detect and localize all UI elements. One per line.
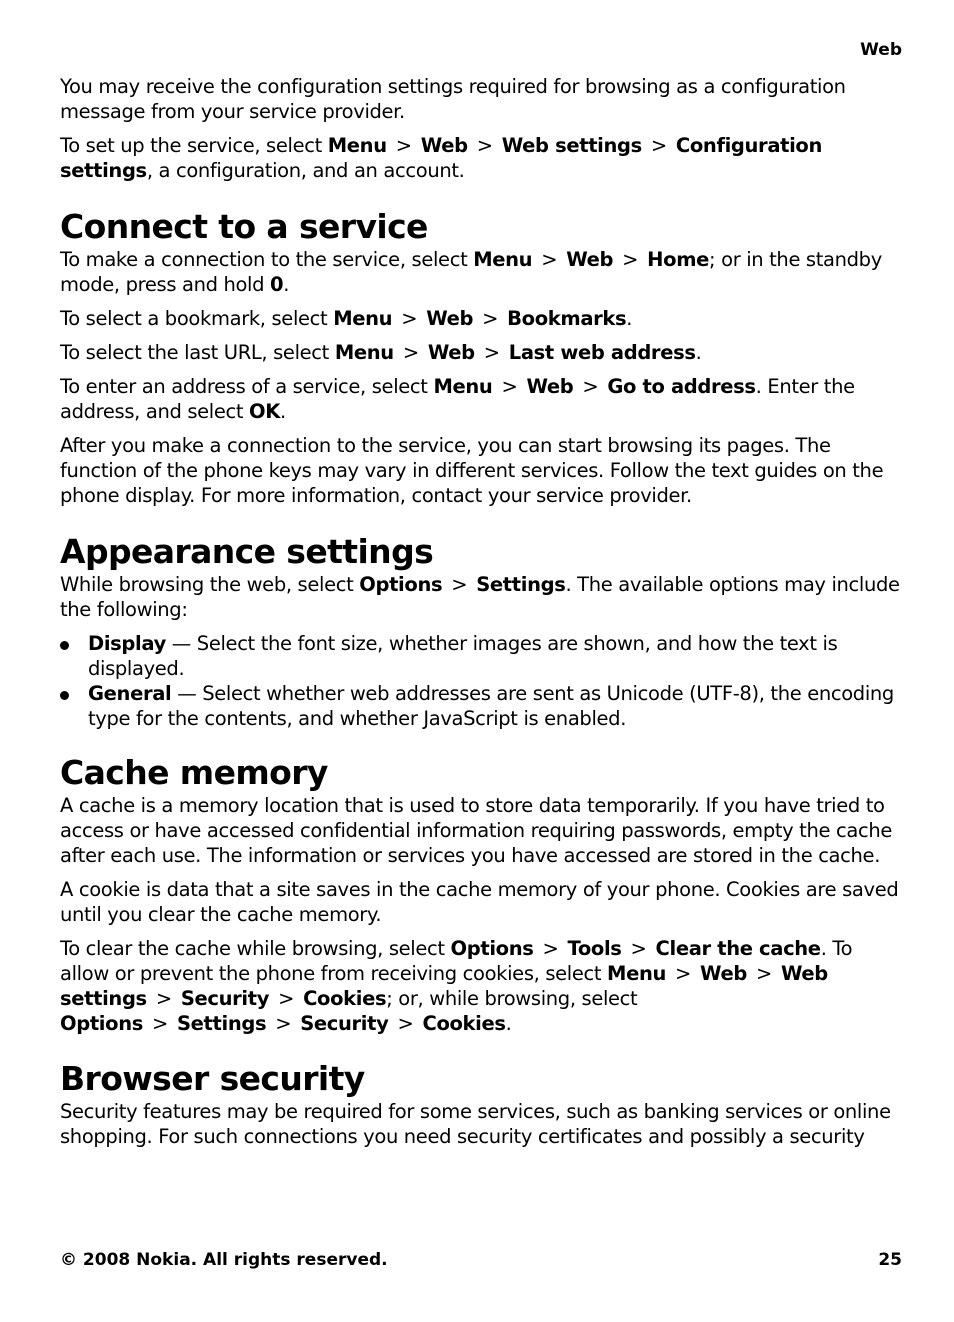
intro-paragraph-2: To set up the service, select Menu > Web > Web settings > Configuration settings, a configuration, and an account. [60,134,823,182]
heading-appearance-settings: Appearance settings [60,532,434,571]
menu-term: Menu [327,134,387,157]
page-content [60,74,905,1158]
connect-paragraph-1: To make a connection to the service, select Menu > Web > Home; or in the standby mode, press and hold 0. [60,248,882,296]
running-header: Web [860,40,902,60]
copyright-footer: © 2008 Nokia. All rights reserved. [60,1250,388,1270]
list-item: Display — Select the font size, whether images are shown, and how the text is displayed. [60,631,905,681]
list-item: General — Select whether web addresses are sent as Unicode (UTF-8), the encoding type for the contents, and whether JavaScript is enabled. [60,681,905,731]
appearance-paragraph-1: While browsing the web, select Options > Settings. The available options may include the following: [60,573,900,621]
appearance-options-list [60,631,905,731]
heading-cache-memory: Cache memory [60,753,328,792]
web-term: Web [420,134,468,157]
heading-browser-security: Browser security [60,1059,365,1098]
cache-paragraph-3: To clear the cache while browsing, select Options > Tools > Clear the cache. To allow or prevent the phone from receiving cookies, select Menu > Web > Web settings > Security > Cookies; or, while browsing, select Options > Settings > Security > Cookies. [60,937,853,1035]
cache-paragraph-2: A cookie is data that a site saves in the cache memory of your phone. Cookies are saved until you clear the cache memory. [60,878,899,926]
heading-connect-to-service: Connect to a service [60,207,428,246]
bullet-icon [60,641,69,650]
connect-paragraph-2: To select a bookmark, select Menu > Web > Bookmarks. [60,307,633,330]
configuration-settings-term: Configuration settings [60,134,823,182]
connect-paragraph-5: After you make a connection to the service, you can start browsing its pages. The function of the phone keys may vary in different services. Follow the text guides on the phone display. For more information, contact your service provider. [60,434,884,507]
connect-paragraph-4: To enter an address of a service, select Menu > Web > Go to address. Enter the address, and select OK. [60,375,855,423]
browser-paragraph-1: Security features may be required for some services, such as banking services or online shopping. For such connections you need security certificates and possibly a security [60,1100,891,1148]
intro-paragraph-1: You may receive the configuration settings required for browsing as a configuration message from your service provider. [60,75,846,123]
web-settings-term: Web settings [501,134,642,157]
page-number: 25 [878,1250,902,1270]
cache-paragraph-1: A cache is a memory location that is used to store data temporarily. If you have tried to access or have accessed confidential information requiring passwords, empty the cache after each use. The information or services you have accessed are stored in the cache. [60,794,892,867]
connect-paragraph-3: To select the last URL, select Menu > Web > Last web address. [60,341,702,364]
bullet-icon [60,691,69,700]
